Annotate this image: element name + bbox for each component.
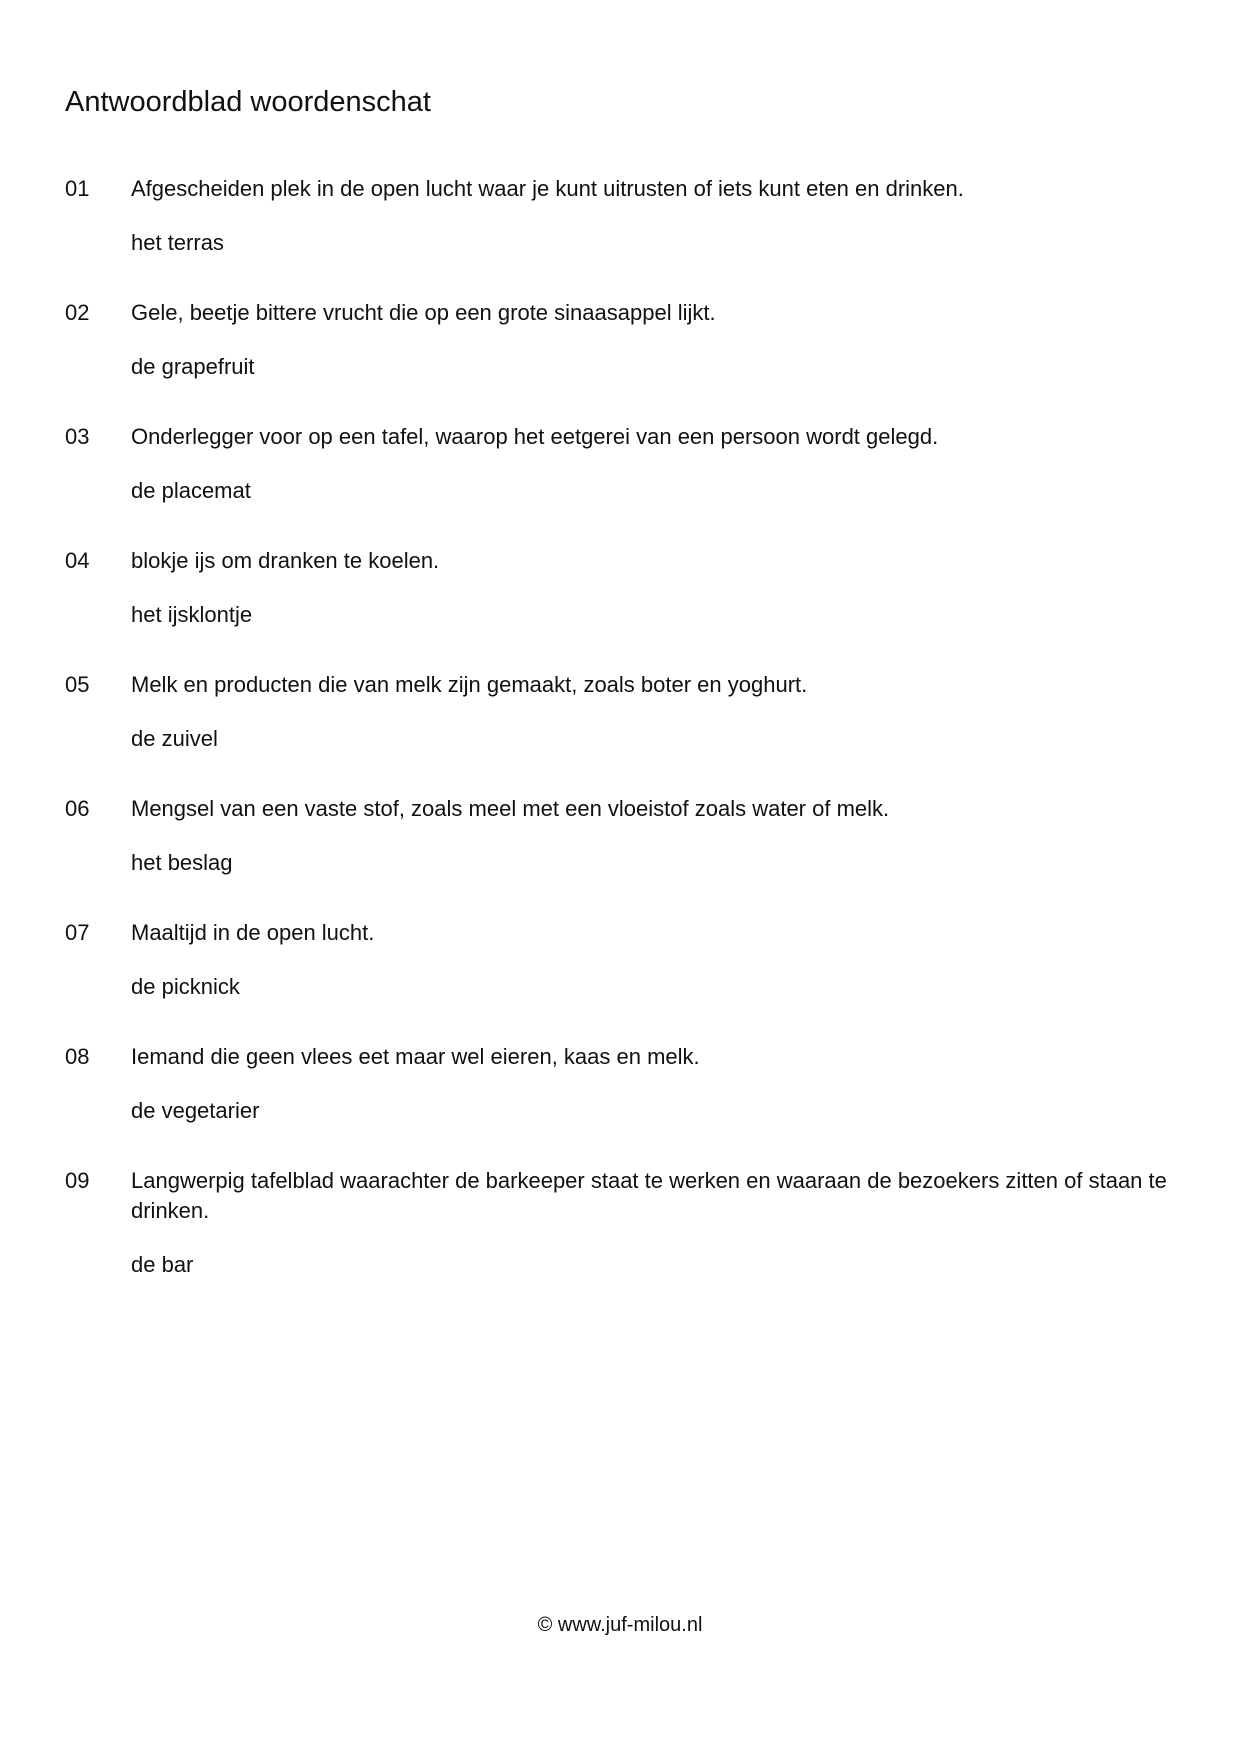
item-answer: het ijsklontje <box>131 602 253 627</box>
item-number: 05 <box>65 672 90 697</box>
item-number: 01 <box>65 176 90 201</box>
item-answer: de grapefruit <box>131 354 255 379</box>
list-item <box>65 1042 1165 1166</box>
page-title: Antwoordblad woordenschat <box>65 86 431 118</box>
item-answer: de vegetarier <box>131 1098 260 1123</box>
item-definition: Gele, beetje bittere vrucht die op een grote sinaasappel lijkt. <box>131 300 716 325</box>
item-number: 06 <box>65 796 90 821</box>
item-answer: de zuivel <box>131 726 218 751</box>
item-number: 08 <box>65 1044 90 1069</box>
item-number: 09 <box>65 1168 90 1193</box>
item-definition: Maaltijd in de open lucht. <box>131 920 375 945</box>
item-number: 02 <box>65 300 90 325</box>
item-answer: het terras <box>131 230 224 255</box>
list-item <box>65 174 1165 298</box>
item-definition: Iemand die geen vlees eet maar wel eieren, kaas en melk. <box>131 1044 700 1069</box>
item-answer: de bar <box>131 1252 194 1277</box>
list-item <box>65 1166 1165 1326</box>
list-item <box>65 298 1165 422</box>
item-answer: de placemat <box>131 478 251 503</box>
item-number: 07 <box>65 920 90 945</box>
vocabulary-answer-list <box>65 174 1165 1326</box>
item-definition: Mengsel van een vaste stof, zoals meel met een vloeistof zoals water of melk. <box>131 796 890 821</box>
list-item <box>65 794 1165 918</box>
list-item <box>65 670 1165 794</box>
copyright-footer: © www.juf-milou.nl <box>537 1614 703 1636</box>
item-definition: Onderlegger voor op een tafel, waarop het eetgerei van een persoon wordt gelegd. <box>131 424 939 449</box>
list-item <box>65 422 1165 546</box>
item-answer: het beslag <box>131 850 233 875</box>
item-definition: Langwerpig tafelblad waarachter de barkeeper staat te werken en waaraan de bezoekers zitten of staan te drinken. <box>131 1168 1167 1223</box>
item-number: 03 <box>65 424 90 449</box>
item-number: 04 <box>65 548 90 573</box>
list-item <box>65 918 1165 1042</box>
item-definition: blokje ijs om dranken te koelen. <box>131 548 440 573</box>
item-definition: Afgescheiden plek in de open lucht waar je kunt uitrusten of iets kunt eten en drinken. <box>131 176 964 201</box>
list-item <box>65 546 1165 670</box>
item-definition: Melk en producten die van melk zijn gemaakt, zoals boter en yoghurt. <box>131 672 808 697</box>
item-answer: de picknick <box>131 974 240 999</box>
